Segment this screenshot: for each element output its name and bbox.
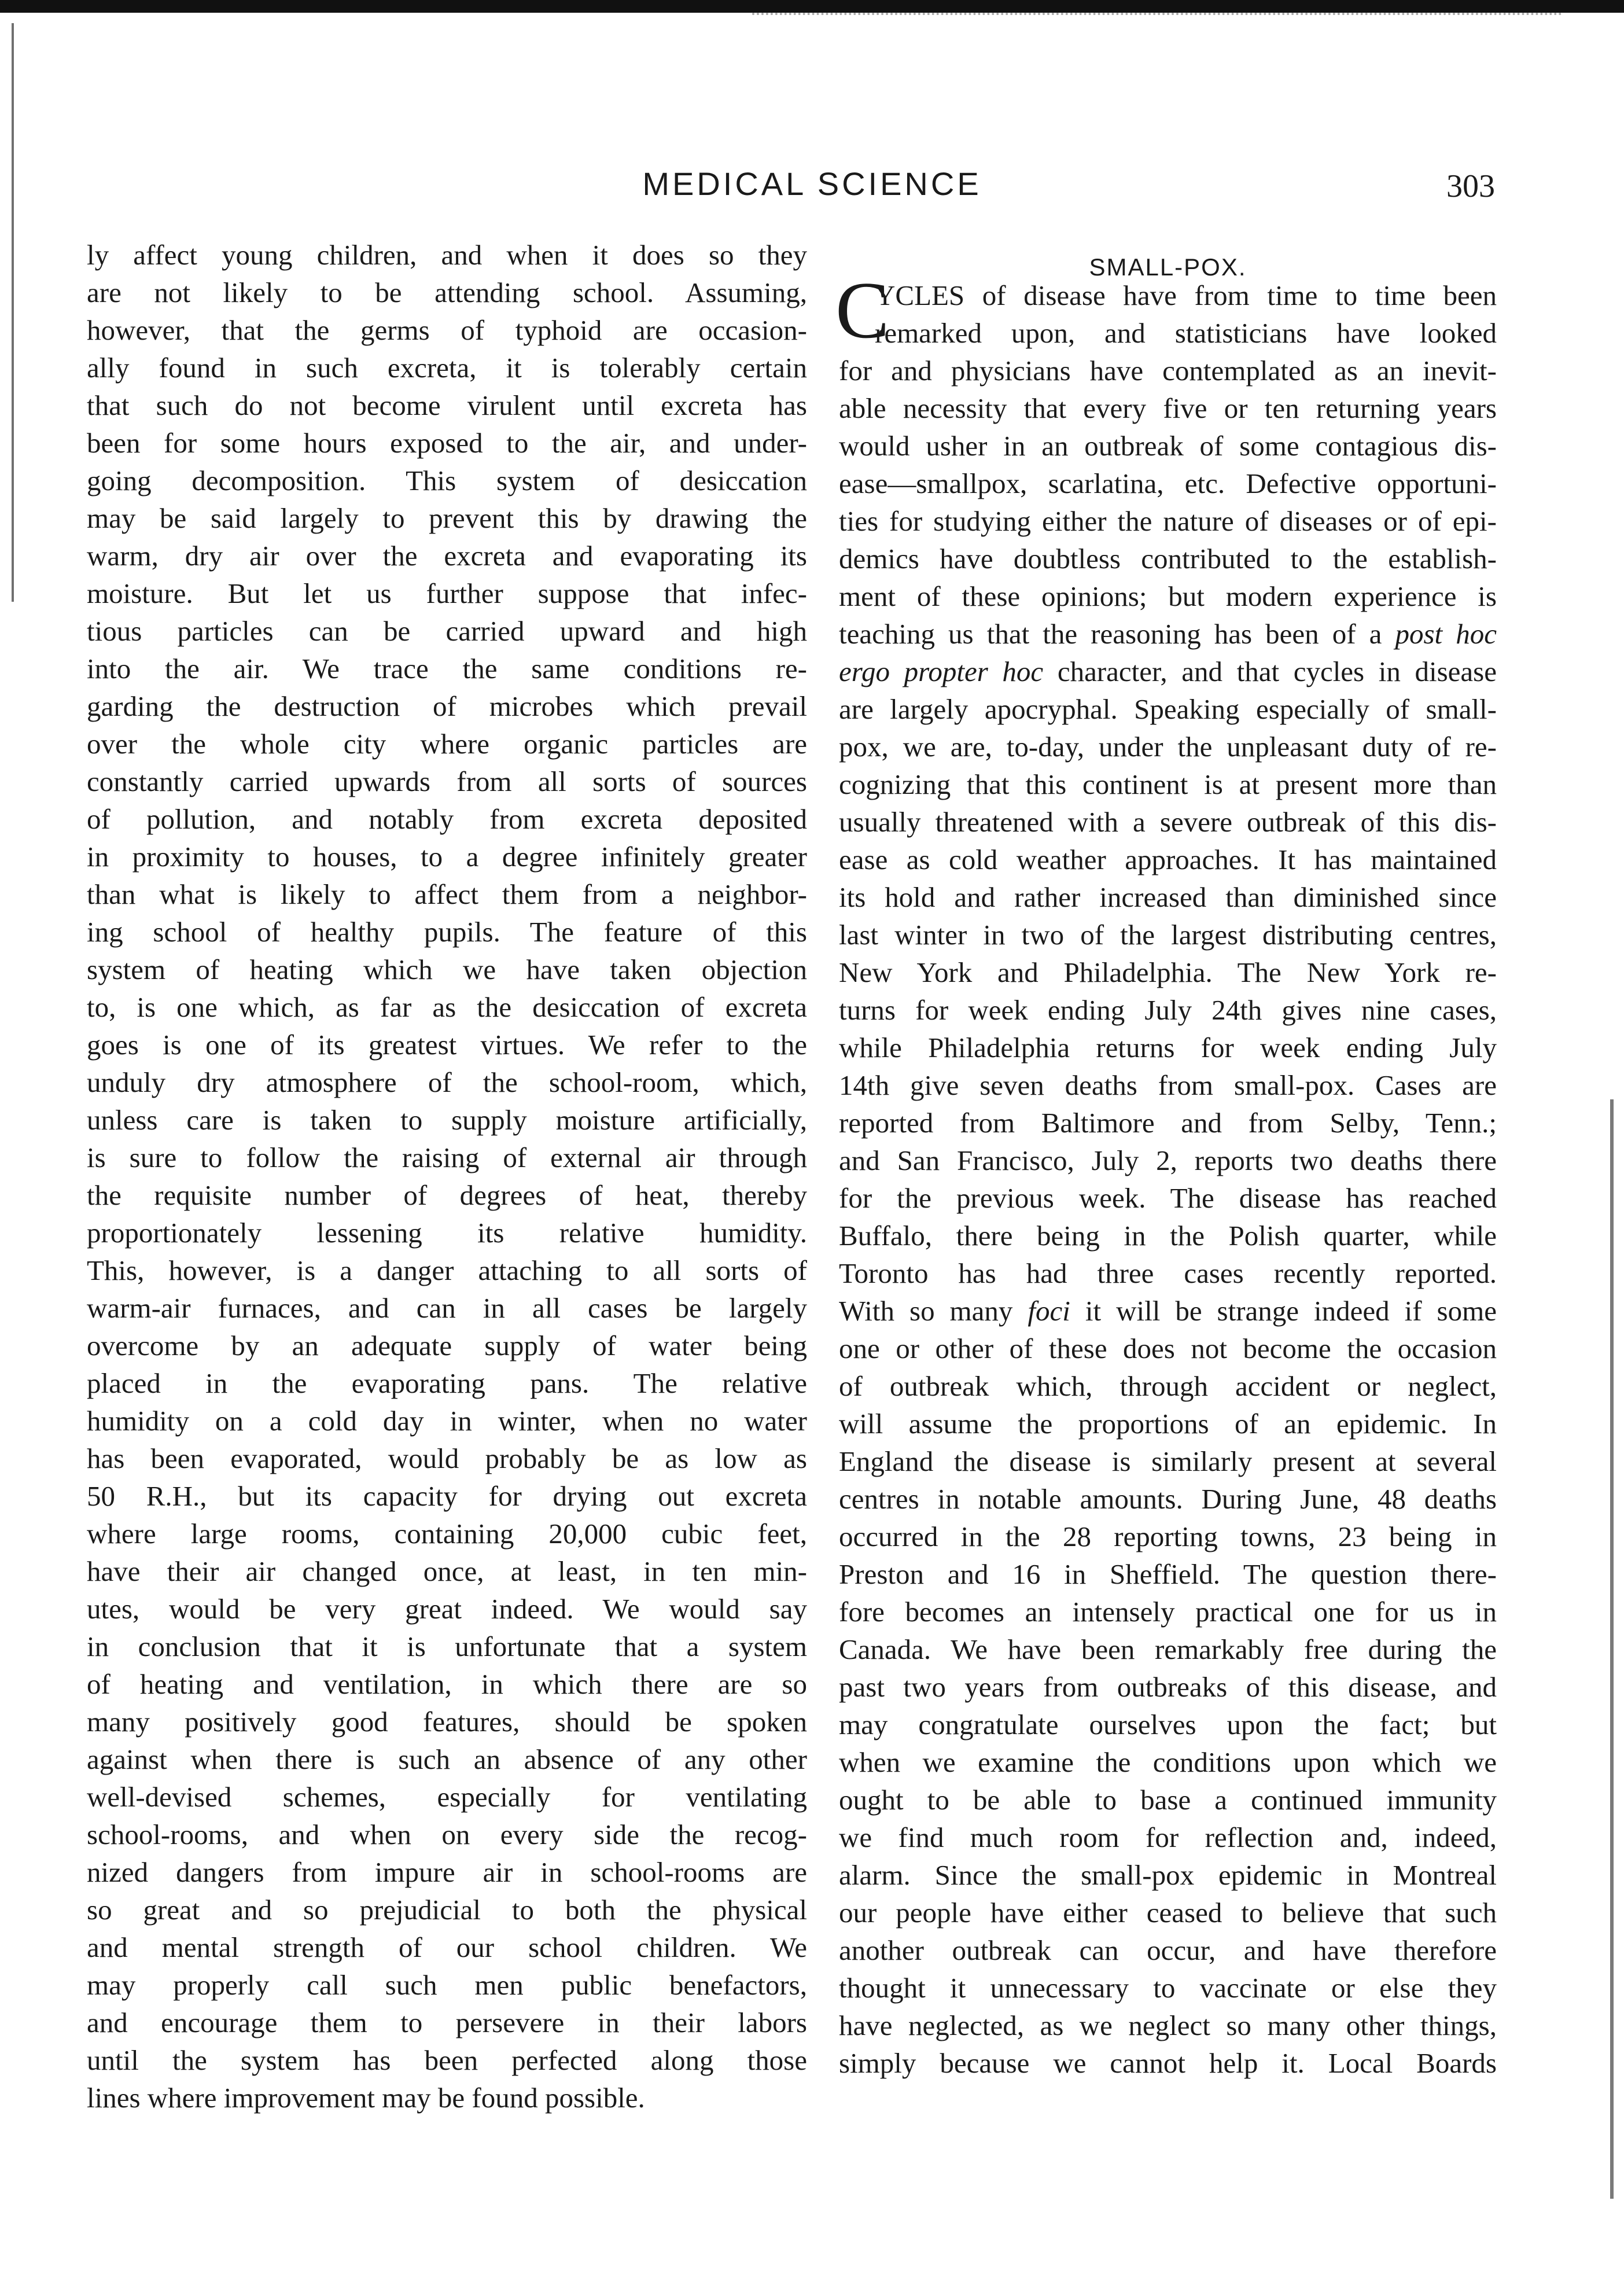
text-line: unless care is taken to supply moisture artificially,: [87, 1104, 807, 1136]
text-line: going decomposition. This system of desiccation: [87, 465, 807, 496]
text-line: warm-air furnaces, and can in all cases be largely: [87, 1292, 807, 1324]
text-line: placed in the evaporating pans. The relative: [87, 1367, 807, 1399]
text-line: lines where improvement may be found possible.: [87, 2082, 645, 2114]
italic-text: post hoc: [1395, 618, 1497, 650]
text-line: [839, 1292, 1497, 1330]
text-line: usually threatened with a severe outbreak of this dis-: [839, 806, 1497, 838]
text-line: for and physicians have contemplated as an inevit-: [839, 355, 1497, 387]
text-line: system of heating which we have taken objection: [87, 954, 807, 985]
text-line: YCLES of disease have from time to time been: [875, 279, 1497, 311]
text-line: Buffalo, there being in the Polish quarter, while: [839, 1220, 1497, 1252]
text-line: is sure to follow the raising of external air through: [87, 1142, 807, 1173]
left-column: [87, 236, 807, 2117]
text-line: however, that the germs of typhoid are occasion-: [87, 314, 807, 346]
text-line: ties for studying either the nature of diseases or of epi-: [839, 505, 1497, 537]
text-line: moisture. But let us further suppose that infec-: [87, 577, 807, 609]
text-line: thought it unnecessary to vaccinate or else they: [839, 1972, 1497, 2004]
italic-text: foci: [1028, 1295, 1070, 1327]
text-line: for the previous week. The disease has reached: [839, 1182, 1497, 1214]
text-span: it will be strange indeed if some: [1070, 1295, 1497, 1327]
text-line: when we examine the conditions upon which we: [839, 1746, 1497, 1778]
text-line: alarm. Since the small-pox epidemic in Montreal: [839, 1859, 1497, 1891]
text-line: overcome by an adequate supply of water being: [87, 1330, 807, 1361]
text-line: garding the destruction of microbes which prevail: [87, 690, 807, 722]
text-line: into the air. We trace the same conditions re-: [87, 653, 807, 684]
text-line: and encourage them to persevere in their labors: [87, 2007, 807, 2038]
text-line: has been evaporated, would probably be as low as: [87, 1442, 807, 1474]
text-line: of pollution, and notably from excreta deposited: [87, 803, 807, 835]
text-line: so great and so prejudicial to both the physical: [87, 1894, 807, 1926]
text-line: will assume the proportions of an epidemic. In: [839, 1408, 1497, 1440]
text-line: may properly call such men public benefactors,: [87, 1969, 807, 2001]
text-line: constantly carried upwards from all sorts of sources: [87, 766, 807, 797]
scan-right-edge: [1610, 1099, 1614, 2199]
text-line: ment of these opinions; but modern experience is: [839, 580, 1497, 612]
text-line: we find much room for reflection and, indeed,: [839, 1821, 1497, 1853]
drop-cap: C: [835, 266, 890, 355]
text-line: one or other of these does not become the occasion: [839, 1333, 1497, 1364]
text-line: cognizing that this continent is at present more than: [839, 768, 1497, 800]
text-line: in conclusion that it is unfortunate that a system: [87, 1631, 807, 1662]
text-line: ease as cold weather approaches. It has maintained: [839, 844, 1497, 875]
text-line: occurred in the 28 reporting towns, 23 being in: [839, 1521, 1497, 1552]
text-line: ally found in such excreta, it is tolerably certain: [87, 352, 807, 384]
text-line: Canada. We have been remarkably free during the: [839, 1633, 1497, 1665]
text-line: fore becomes an intensely practical one for us in: [839, 1596, 1497, 1628]
text-line: of heating and ventilation, in which there are so: [87, 1668, 807, 1700]
text-line: of outbreak which, through accident or neglect,: [839, 1370, 1497, 1402]
running-header: MEDICAL SCIENCE: [642, 165, 982, 202]
text-line: our people have either ceased to believe that such: [839, 1897, 1497, 1929]
text-line: demics have doubtless contributed to the establish-: [839, 543, 1497, 575]
text-line: have their air changed once, at least, in ten min-: [87, 1555, 807, 1587]
text-line: may be said largely to prevent this by drawing the: [87, 502, 807, 534]
text-line: proportionately lessening its relative humidity.: [87, 1217, 807, 1249]
text-line: where large rooms, containing 20,000 cubic feet,: [87, 1518, 807, 1550]
text-line: [839, 653, 1497, 690]
text-line: Preston and 16 in Sheffield. The question there-: [839, 1558, 1497, 1590]
text-line: over the whole city where organic particles are: [87, 728, 807, 760]
text-line: past two years from outbreaks of this disease, and: [839, 1671, 1497, 1703]
text-line: while Philadelphia returns for week ending July: [839, 1032, 1497, 1063]
text-line: simply because we cannot help it. Local Boards: [839, 2047, 1497, 2079]
text-line: that such do not become virulent until excreta has: [87, 389, 807, 421]
text-line: [839, 615, 1497, 653]
text-line: humidity on a cold day in winter, when no water: [87, 1405, 807, 1437]
text-line: in proximity to houses, to a degree infinitely greater: [87, 841, 807, 873]
text-line: ing school of healthy pupils. The feature of this: [87, 916, 807, 948]
text-line: until the system has been perfected along those: [87, 2044, 807, 2076]
text-line: are largely apocryphal. Speaking especially of small-: [839, 693, 1497, 725]
text-line: reported from Baltimore and from Selby, Tenn.;: [839, 1107, 1497, 1139]
text-line: are not likely to be attending school. Assuming,: [87, 277, 807, 308]
text-line: Toronto has had three cases recently reported.: [839, 1257, 1497, 1289]
text-span: teaching us that the reasoning has been of a: [839, 618, 1395, 650]
text-line: New York and Philadelphia. The New York re-: [839, 956, 1497, 988]
text-line: its hold and rather increased than diminished since: [839, 881, 1497, 913]
text-line: the requisite number of degrees of heat, thereby: [87, 1179, 807, 1211]
text-line: may congratulate ourselves upon the fact; but: [839, 1709, 1497, 1740]
text-line: have neglected, as we neglect so many other things,: [839, 2010, 1497, 2041]
text-line: would usher in an outbreak of some contagious dis-: [839, 430, 1497, 462]
text-line: This, however, is a danger attaching to all sorts of: [87, 1254, 807, 1286]
text-line: tious particles can be carried upward and high: [87, 615, 807, 647]
italic-text: ergo propter hoc: [839, 656, 1044, 687]
text-line: nized dangers from impure air in school-rooms are: [87, 1856, 807, 1888]
text-line: turns for week ending July 24th gives nine cases,: [839, 994, 1497, 1026]
text-line: last winter in two of the largest distributing centres,: [839, 919, 1497, 951]
text-span: character, and that cycles in disease: [1043, 656, 1497, 687]
text-line: been for some hours exposed to the air, and under-: [87, 427, 807, 459]
text-line: remarked upon, and statisticians have looked: [875, 317, 1497, 349]
scan-left-edge: [12, 23, 14, 602]
text-line: England the disease is similarly present at several: [839, 1445, 1497, 1477]
text-line: warm, dry air over the excreta and evaporating its: [87, 540, 807, 572]
right-column: [835, 266, 1497, 2082]
text-line: able necessity that every five or ten returning years: [839, 392, 1497, 424]
text-line: and San Francisco, July 2, reports two deaths there: [839, 1144, 1497, 1176]
text-line: 14th give seven deaths from small-pox. Cases are: [839, 1069, 1497, 1101]
text-line: unduly dry atmosphere of the school-room, which,: [87, 1066, 807, 1098]
text-line: ly affect young children, and when it does so they: [87, 239, 807, 271]
text-line: goes is one of its greatest virtues. We refer to the: [87, 1029, 807, 1061]
text-line: ought to be able to base a continued immunity: [839, 1784, 1497, 1816]
text-line: school-rooms, and when on every side the recog-: [87, 1819, 807, 1850]
text-line: pox, we are, to-day, under the unpleasant duty of re-: [839, 731, 1497, 763]
text-line: 50 R.H., but its capacity for drying out excreta: [87, 1480, 807, 1512]
scan-top-border: [0, 0, 1624, 13]
text-line: against when there is such an absence of any other: [87, 1743, 807, 1775]
text-line: many positively good features, should be spoken: [87, 1706, 807, 1738]
text-line: centres in notable amounts. During June, 48 deaths: [839, 1483, 1497, 1515]
text-line: utes, would be very great indeed. We would say: [87, 1593, 807, 1625]
text-line: and mental strength of our school children. We: [87, 1931, 807, 1963]
text-line: ease—smallpox, scarlatina, etc. Defective opportuni-: [839, 468, 1497, 499]
text-line: another outbreak can occur, and have therefore: [839, 1934, 1497, 1966]
page-number: 303: [1446, 168, 1495, 204]
text-line: than what is likely to affect them from a neighbor-: [87, 878, 807, 910]
text-line: to, is one which, as far as the desiccation of excreta: [87, 991, 807, 1023]
text-span: With so many: [839, 1295, 1028, 1327]
article-title: SMALL-POX.: [1089, 253, 1247, 281]
scan-noise: [752, 13, 1562, 25]
text-line: well-devised schemes, especially for ventilating: [87, 1781, 807, 1813]
